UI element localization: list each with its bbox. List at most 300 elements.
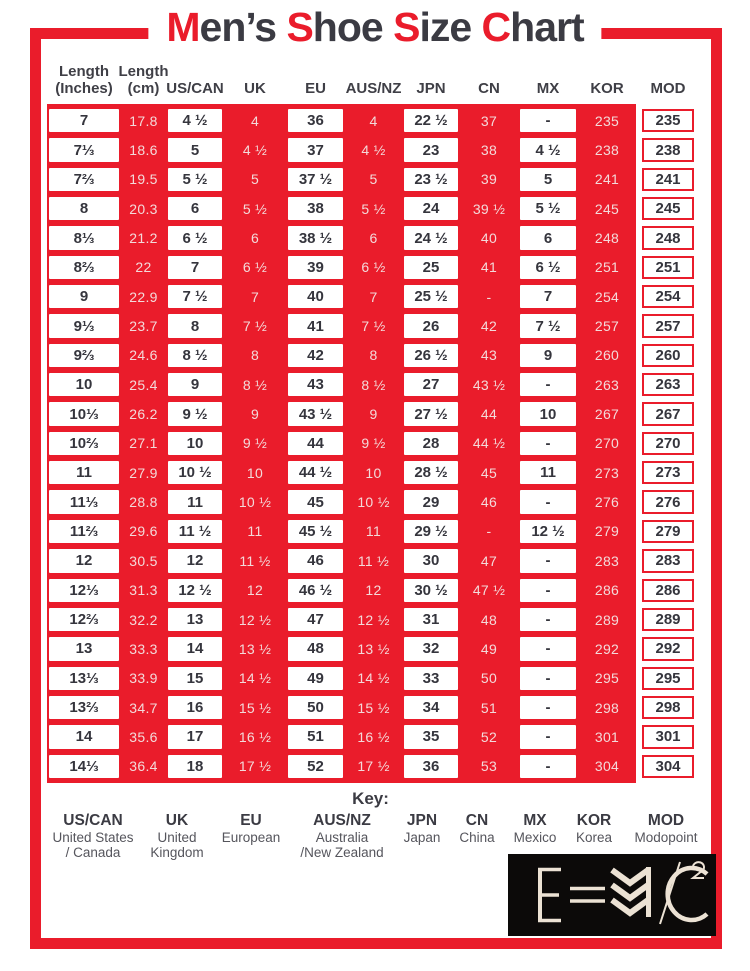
cell-cn-row-2: 38 [480, 142, 498, 159]
cell-kor-row-8: 257 [594, 318, 620, 335]
cell-cm-row-8: 23.7 [129, 318, 158, 335]
cell-cm-row-11: 26.2 [129, 406, 158, 423]
cell-cn-row-14: 46 [480, 494, 498, 511]
cell-aus-nz-row-12: 9 ½ [361, 435, 386, 452]
cell-mx-row-13: 11 [520, 461, 576, 484]
cell-jpn-row-22: 35 [404, 725, 458, 748]
cell-kor-row-22: 301 [594, 728, 620, 745]
cell-inches-row-6: 8⅔ [49, 256, 119, 279]
cell-kor-row-2: 238 [594, 142, 620, 159]
cell-uk-row-13: 10 [246, 464, 264, 481]
cell-uk-row-6: 6 ½ [242, 259, 268, 276]
cell-inches-row-17: 12⅓ [49, 579, 119, 602]
column-header-uk: UK [244, 80, 266, 97]
key-desc-line: Japan [403, 830, 441, 845]
column-header-jpn: JPN [416, 80, 446, 97]
cell-uk-row-16: 11 ½ [239, 552, 271, 569]
cell-mx-row-20: - [520, 667, 576, 690]
cell-mx-row-16: - [520, 549, 576, 572]
cell-cm-row-12: 27.1 [129, 435, 158, 452]
cell-mod-row-20: 295 [642, 667, 694, 690]
cell-inches-row-21: 13⅔ [49, 696, 119, 719]
key-abbr: MOD [647, 812, 685, 829]
cell-cm-row-10: 25.4 [129, 376, 158, 393]
cell-uk-row-4: 5 ½ [242, 200, 268, 217]
cell-us-can-row-2: 5 [168, 138, 222, 161]
cell-inches-row-2: 7⅓ [49, 138, 119, 161]
cell-mx-row-10: - [520, 373, 576, 396]
cell-us-can-row-14: 11 [168, 490, 222, 513]
cell-us-can-row-22: 17 [168, 725, 222, 748]
cell-eu-row-14: 45 [288, 490, 343, 513]
cell-cm-row-4: 20.3 [129, 200, 158, 217]
cell-eu-row-5: 38 ½ [288, 226, 343, 249]
cell-kor-row-19: 292 [594, 640, 620, 657]
cell-aus-nz-row-6: 6 ½ [361, 259, 386, 276]
cell-cn-row-7: - [486, 288, 492, 305]
cell-mx-row-17: - [520, 579, 576, 602]
cell-uk-row-21: 15 ½ [238, 699, 272, 716]
column-header-kor: KOR [590, 80, 624, 97]
cell-eu-row-17: 46 ½ [288, 579, 343, 602]
cell-us-can-row-10: 9 [168, 373, 222, 396]
cell-jpn-row-15: 29 ½ [404, 520, 458, 543]
cell-mod-row-10: 263 [642, 373, 694, 396]
cell-eu-row-22: 51 [288, 725, 343, 748]
cell-uk-row-2: 4 ½ [242, 142, 268, 159]
cell-jpn-row-19: 32 [404, 637, 458, 660]
cell-aus-nz-row-3: 5 [369, 171, 378, 188]
cell-cm-row-17: 31.3 [129, 582, 158, 599]
key-desc-line: /New Zealand [300, 845, 384, 860]
cell-kor-row-9: 260 [594, 347, 620, 364]
cell-aus-nz-row-8: 7 ½ [361, 318, 386, 335]
cell-mx-row-19: - [520, 637, 576, 660]
key-desc-line: Mexico [513, 830, 557, 845]
cell-kor-row-21: 298 [594, 699, 620, 716]
cell-jpn-row-18: 31 [404, 608, 458, 631]
cell-eu-row-7: 40 [288, 285, 343, 308]
cell-aus-nz-row-4: 5 ½ [361, 200, 386, 217]
cell-aus-nz-row-21: 15 ½ [357, 699, 390, 716]
cell-eu-row-2: 37 [288, 138, 343, 161]
cell-inches-row-19: 13 [49, 637, 119, 660]
cell-us-can-row-19: 14 [168, 637, 222, 660]
cell-cn-row-6: 41 [480, 259, 498, 276]
cell-uk-row-7: 7 [250, 288, 260, 305]
cell-eu-row-3: 37 ½ [288, 168, 343, 191]
cell-jpn-row-20: 33 [404, 667, 458, 690]
cell-cn-row-18: 48 [480, 611, 498, 628]
cell-mod-row-5: 248 [642, 226, 694, 249]
cell-mx-row-4: 5 ½ [520, 197, 576, 220]
cell-cn-row-21: 51 [480, 699, 498, 716]
cell-kor-row-15: 279 [594, 523, 620, 540]
cell-cn-row-19: 49 [480, 640, 498, 657]
cell-aus-nz-row-11: 9 [369, 406, 378, 423]
cell-mx-row-3: 5 [520, 168, 576, 191]
cell-kor-row-11: 267 [594, 406, 620, 423]
column-header-mx: MX [536, 80, 560, 97]
cell-mod-row-8: 257 [642, 314, 694, 337]
cell-mod-row-13: 273 [642, 461, 694, 484]
cell-us-can-row-23: 18 [168, 755, 222, 778]
cell-inches-row-7: 9 [49, 285, 119, 308]
title-segment: C [481, 4, 511, 50]
cell-cm-row-13: 27.9 [129, 464, 158, 481]
cell-mod-row-23: 304 [642, 755, 694, 778]
key-item-mod [606, 812, 726, 845]
cell-uk-row-22: 16 ½ [238, 728, 272, 745]
cell-mod-row-21: 298 [642, 696, 694, 719]
cell-kor-row-1: 235 [594, 112, 620, 129]
key-desc-line: Australia [315, 830, 369, 845]
cell-uk-row-10: 8 ½ [242, 376, 268, 393]
cell-cm-row-22: 35.6 [129, 728, 158, 745]
cell-cm-row-3: 19.5 [129, 171, 158, 188]
cell-cm-row-19: 33.3 [129, 640, 158, 657]
cell-mod-row-11: 267 [642, 402, 694, 425]
cell-us-can-row-3: 5 ½ [168, 168, 222, 191]
cell-mx-row-2: 4 ½ [520, 138, 576, 161]
cell-mx-row-5: 6 [520, 226, 576, 249]
cell-cn-row-11: 44 [480, 406, 498, 423]
cell-aus-nz-row-10: 8 ½ [361, 376, 386, 393]
cell-jpn-row-3: 23 ½ [404, 168, 458, 191]
cell-uk-row-11: 9 [250, 406, 260, 423]
cell-uk-row-3: 5 [250, 171, 260, 188]
cell-inches-row-23: 14⅓ [49, 755, 119, 778]
cell-eu-row-11: 43 ½ [288, 402, 343, 425]
cell-mx-row-14: - [520, 490, 576, 513]
cell-inches-row-13: 11 [49, 461, 119, 484]
cell-mod-row-19: 292 [642, 637, 694, 660]
key-abbr: AUS/NZ [313, 812, 371, 829]
cell-cm-row-21: 34.7 [129, 699, 158, 716]
cell-mx-row-6: 6 ½ [520, 256, 576, 279]
cell-jpn-row-5: 24 ½ [404, 226, 458, 249]
cell-jpn-row-9: 26 ½ [404, 344, 458, 367]
key-desc-line: United States [52, 830, 134, 845]
key-abbr: MX [523, 812, 547, 829]
cell-us-can-row-17: 12 ½ [168, 579, 222, 602]
cell-inches-row-18: 12⅔ [49, 608, 119, 631]
cell-us-can-row-12: 10 [168, 432, 222, 455]
key-title: Key: [352, 789, 389, 808]
column-header-mod: MOD [650, 80, 686, 97]
cell-aus-nz-row-16: 11 ½ [357, 552, 390, 569]
cell-cn-row-15: - [486, 523, 492, 540]
cell-jpn-row-7: 25 ½ [404, 285, 458, 308]
cell-cm-row-5: 21.2 [129, 230, 158, 247]
cell-jpn-row-1: 22 ½ [404, 109, 458, 132]
cell-uk-row-12: 9 ½ [242, 435, 268, 452]
key-abbr: CN [465, 812, 489, 829]
cell-jpn-row-11: 27 ½ [404, 402, 458, 425]
cell-us-can-row-15: 11 ½ [168, 520, 222, 543]
cell-jpn-row-17: 30 ½ [404, 579, 458, 602]
cell-inches-row-16: 12 [49, 549, 119, 572]
key-abbr: EU [240, 812, 262, 829]
cell-cm-row-7: 22.9 [129, 288, 158, 305]
cell-aus-nz-row-9: 8 [369, 347, 378, 364]
column-header-aus-nz: AUS/NZ [345, 80, 402, 97]
cell-uk-row-19: 13 ½ [238, 640, 272, 657]
cell-aus-nz-row-15: 11 [365, 523, 382, 540]
cell-inches-row-11: 10⅓ [49, 402, 119, 425]
cell-eu-row-13: 44 ½ [288, 461, 343, 484]
cell-us-can-row-4: 6 [168, 197, 222, 220]
column-header-cn: CN [478, 80, 500, 97]
cell-mod-row-14: 276 [642, 490, 694, 513]
title-segment: hart [510, 4, 584, 50]
cell-kor-row-7: 254 [594, 288, 620, 305]
cell-mx-row-11: 10 [520, 402, 576, 425]
cell-kor-row-20: 295 [594, 670, 620, 687]
cell-aus-nz-row-1: 4 [369, 112, 378, 129]
title-segment: hoe [312, 4, 394, 50]
cell-aus-nz-row-14: 10 ½ [357, 494, 390, 511]
cell-eu-row-15: 45 ½ [288, 520, 343, 543]
cell-inches-row-8: 9⅓ [49, 314, 119, 337]
key-desc-line: European [221, 830, 281, 845]
cell-uk-row-14: 10 ½ [238, 494, 272, 511]
cell-inches-row-20: 13⅓ [49, 667, 119, 690]
cell-cm-row-18: 32.2 [129, 611, 158, 628]
cell-uk-row-9: 8 [250, 347, 260, 364]
cell-uk-row-20: 14 ½ [238, 670, 272, 687]
cell-aus-nz-row-7: 7 [369, 288, 378, 305]
cell-cn-row-3: 39 [480, 171, 498, 188]
column-header-us-can: US/CAN [166, 80, 224, 97]
emc-logo-icon [508, 854, 716, 936]
cell-jpn-row-12: 28 [404, 432, 458, 455]
cell-cn-row-20: 50 [480, 670, 498, 687]
cell-cm-row-1: 17.8 [129, 112, 158, 129]
cell-inches-row-15: 11⅔ [49, 520, 119, 543]
cell-uk-row-17: 12 [246, 582, 264, 599]
cell-uk-row-18: 12 ½ [238, 611, 272, 628]
cell-inches-row-14: 11⅓ [49, 490, 119, 513]
cell-eu-row-9: 42 [288, 344, 343, 367]
cell-us-can-row-18: 13 [168, 608, 222, 631]
cell-uk-row-8: 7 ½ [242, 318, 268, 335]
key-desc-line: Korea [575, 830, 613, 845]
cell-mod-row-9: 260 [642, 344, 694, 367]
cell-aus-nz-row-19: 13 ½ [357, 640, 390, 657]
key-desc-line: Kingdom [150, 845, 204, 860]
cell-jpn-row-21: 34 [404, 696, 458, 719]
cell-mx-row-21: - [520, 696, 576, 719]
cell-jpn-row-8: 26 [404, 314, 458, 337]
cell-kor-row-6: 251 [594, 259, 620, 276]
cell-cn-row-13: 45 [480, 464, 498, 481]
cell-cm-row-23: 36.4 [129, 758, 158, 775]
cell-us-can-row-21: 16 [168, 696, 222, 719]
title-segment: en’s [199, 4, 287, 50]
key-desc-line: / Canada [65, 845, 121, 860]
cell-kor-row-13: 273 [594, 464, 620, 481]
cell-us-can-row-7: 7 ½ [168, 285, 222, 308]
cell-aus-nz-row-20: 14 ½ [357, 670, 390, 687]
cell-inches-row-22: 14 [49, 725, 119, 748]
column-header-eu: EU [305, 80, 326, 97]
cell-inches-row-1: 7 [49, 109, 119, 132]
cell-us-can-row-6: 7 [168, 256, 222, 279]
cell-mx-row-7: 7 [520, 285, 576, 308]
cell-cn-row-1: 37 [480, 112, 498, 129]
title-segment: ize [419, 4, 482, 50]
cell-cn-row-10: 43 ½ [472, 376, 506, 393]
cell-inches-row-5: 8⅓ [49, 226, 119, 249]
cell-eu-row-23: 52 [288, 755, 343, 778]
cell-aus-nz-row-17: 12 [365, 582, 382, 599]
cell-kor-row-5: 248 [594, 230, 620, 247]
cell-cm-row-20: 33.9 [129, 670, 158, 687]
cell-mod-row-6: 251 [642, 256, 694, 279]
cell-mod-row-22: 301 [642, 725, 694, 748]
cell-cn-row-16: 47 [480, 552, 498, 569]
cell-jpn-row-2: 23 [404, 138, 458, 161]
cell-cn-row-5: 40 [480, 230, 498, 247]
cell-cn-row-9: 43 [480, 347, 498, 364]
cell-mx-row-18: - [520, 608, 576, 631]
cell-inches-row-10: 10 [49, 373, 119, 396]
cell-us-can-row-1: 4 ½ [168, 109, 222, 132]
cell-us-can-row-11: 9 ½ [168, 402, 222, 425]
cell-aus-nz-row-13: 10 [365, 464, 382, 481]
title-segment: S [286, 4, 313, 50]
cell-uk-row-23: 17 ½ [238, 758, 272, 775]
title-segment: M [166, 4, 200, 50]
cell-cm-row-14: 28.8 [129, 494, 158, 511]
cell-aus-nz-row-18: 12 ½ [357, 611, 390, 628]
key-abbr: UK [165, 812, 189, 829]
cell-jpn-row-14: 29 [404, 490, 458, 513]
cell-mod-row-15: 279 [642, 520, 694, 543]
cell-kor-row-10: 263 [594, 376, 620, 393]
cell-inches-row-12: 10⅔ [49, 432, 119, 455]
key-desc-line: China [459, 830, 495, 845]
cell-kor-row-3: 241 [594, 171, 620, 188]
cell-cn-row-4: 39 ½ [472, 200, 506, 217]
cell-eu-row-20: 49 [288, 667, 343, 690]
cell-cm-row-16: 30.5 [129, 552, 158, 569]
cell-kor-row-14: 276 [594, 494, 620, 511]
cell-jpn-row-10: 27 [404, 373, 458, 396]
cell-cm-row-15: 29.6 [129, 523, 158, 540]
cell-cn-row-8: 42 [480, 318, 498, 335]
cell-eu-row-6: 39 [288, 256, 343, 279]
cell-eu-row-4: 38 [288, 197, 343, 220]
cell-eu-row-18: 47 [288, 608, 343, 631]
cell-kor-row-12: 270 [594, 435, 620, 452]
key-desc-line: United [157, 830, 197, 845]
column-header-cm: Length (cm) [118, 63, 169, 97]
key-desc-line: Modopoint [634, 830, 698, 845]
cell-inches-row-9: 9⅔ [49, 344, 119, 367]
cell-aus-nz-row-22: 16 ½ [357, 728, 390, 745]
cell-uk-row-1: 4 [250, 112, 260, 129]
cell-eu-row-1: 36 [288, 109, 343, 132]
cell-mod-row-2: 238 [642, 138, 694, 161]
cell-mod-row-7: 254 [642, 285, 694, 308]
cell-aus-nz-row-5: 6 [369, 230, 378, 247]
cell-inches-row-3: 7⅔ [49, 168, 119, 191]
cell-cn-row-23: 53 [480, 758, 498, 775]
cell-eu-row-8: 41 [288, 314, 343, 337]
cell-inches-row-4: 8 [49, 197, 119, 220]
cell-us-can-row-13: 10 ½ [168, 461, 222, 484]
cell-eu-row-12: 44 [288, 432, 343, 455]
cell-mod-row-17: 286 [642, 579, 694, 602]
cell-mx-row-1: - [520, 109, 576, 132]
key-abbr: KOR [576, 812, 612, 829]
cell-cn-row-12: 44 ½ [472, 435, 506, 452]
table-header-row [47, 56, 694, 102]
cell-eu-row-16: 46 [288, 549, 343, 572]
cell-us-can-row-20: 15 [168, 667, 222, 690]
cell-jpn-row-16: 30 [404, 549, 458, 572]
cell-cm-row-9: 24.6 [129, 347, 158, 364]
cell-kor-row-18: 289 [594, 611, 620, 628]
cell-us-can-row-5: 6 ½ [168, 226, 222, 249]
key-abbr: JPN [406, 812, 438, 829]
cell-mod-row-1: 235 [642, 109, 694, 132]
cell-jpn-row-6: 25 [404, 256, 458, 279]
page-title [148, 0, 601, 54]
cell-jpn-row-23: 36 [404, 755, 458, 778]
cell-uk-row-15: 11 [247, 523, 263, 540]
cell-eu-row-19: 48 [288, 637, 343, 660]
cell-aus-nz-row-2: 4 ½ [361, 142, 386, 159]
cell-cn-row-17: 47 ½ [472, 582, 506, 599]
cell-mod-row-18: 289 [642, 608, 694, 631]
cell-jpn-row-13: 28 ½ [404, 461, 458, 484]
cell-kor-row-17: 286 [594, 582, 620, 599]
cell-mod-row-12: 270 [642, 432, 694, 455]
cell-mod-row-4: 245 [642, 197, 694, 220]
cell-mx-row-15: 12 ½ [520, 520, 576, 543]
cell-kor-row-16: 283 [594, 552, 620, 569]
size-table [47, 106, 694, 781]
cell-mod-row-3: 241 [642, 168, 694, 191]
cell-mx-row-23: - [520, 755, 576, 778]
cell-cm-row-2: 18.6 [129, 142, 158, 159]
brand-logo [508, 854, 716, 936]
column-header-inches: Length (Inches) [55, 63, 113, 97]
cell-mx-row-22: - [520, 725, 576, 748]
title-segment: S [393, 4, 420, 50]
cell-cn-row-22: 52 [480, 728, 498, 745]
cell-eu-row-10: 43 [288, 373, 343, 396]
cell-mx-row-9: 9 [520, 344, 576, 367]
cell-us-can-row-9: 8 ½ [168, 344, 222, 367]
cell-mx-row-12: - [520, 432, 576, 455]
cell-jpn-row-4: 24 [404, 197, 458, 220]
cell-us-can-row-8: 8 [168, 314, 222, 337]
cell-cm-row-6: 22 [135, 259, 152, 276]
key-abbr: US/CAN [63, 812, 123, 829]
cell-kor-row-23: 304 [594, 758, 620, 775]
cell-us-can-row-16: 12 [168, 549, 222, 572]
cell-uk-row-5: 6 [250, 230, 260, 247]
cell-mx-row-8: 7 ½ [520, 314, 576, 337]
cell-mod-row-16: 283 [642, 549, 694, 572]
cell-aus-nz-row-23: 17 ½ [357, 758, 390, 775]
cell-eu-row-21: 50 [288, 696, 343, 719]
cell-kor-row-4: 245 [594, 200, 620, 217]
